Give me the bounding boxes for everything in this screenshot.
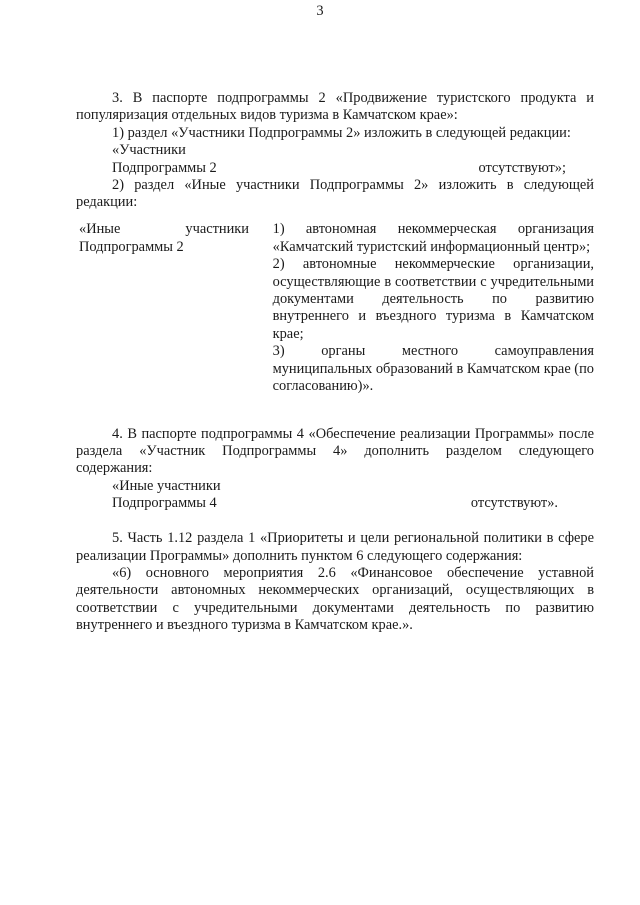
section-3-quote-right: отсутствуют»; (478, 159, 566, 176)
section-3-quote-line-1: «Участники (112, 142, 186, 159)
left-cell-line-2: Подпрограммы 2 (79, 238, 184, 255)
left-cell-word-1: «Иные (79, 221, 121, 238)
section-4-quote-right: отсутствуют». (470, 495, 558, 512)
document-body (76, 90, 594, 635)
participants-table-left-cell (76, 221, 273, 395)
section-5-text: «6) основного мероприятия 2.6 «Финансовое обеспечение уставной деятельности автономных некоммерческих организаций, осуществляющих в соответствии с учредительными документами деятельность по развитию внутреннего и въездного туризма в Камчатском крае.». (76, 564, 594, 634)
section-5-intro: 5. Часть 1.12 раздела 1 «Приоритеты и цели региональной политики в сфере реализации Программы» дополнить пунктом 6 следующего содержания: (76, 530, 594, 564)
section-4-quote-left: Подпрограммы 4 (112, 495, 217, 512)
page-number: 3 (316, 3, 324, 19)
participant-item-2: 2) автономные некоммерческие организации, осуществляющие в соответствии с учредительными документами деятельность по развитию внутреннего и въездного туризма в Камчатском крае; (272, 256, 594, 342)
participant-item-3: 3) органы местного самоуправления муниципальных образований в Камчатском крае (по согласованию)». (272, 343, 594, 395)
section-4-quote-line-1: «Иные участники (112, 477, 221, 494)
section-4-quote-row (76, 495, 594, 512)
section-3-intro: 3. В паспорте подпрограммы 2 «Продвижение туристского продукта и популяризация отдельных видов туризма в Камчатском крае»: (76, 90, 594, 124)
section-3-item-2: 2) раздел «Иные участники Подпрограммы 2» изложить в следующей редакции: (76, 176, 594, 211)
participants-table-right-cell (273, 221, 594, 395)
section-3-item-1: 1) раздел «Участники Подпрограммы 2» изложить в следующей редакции: (112, 124, 571, 141)
left-cell-word-2: участники (185, 221, 249, 238)
section-4-intro: 4. В паспорте подпрограммы 4 «Обеспечение реализации Программы» после раздела «Участник Подпрограммы 4» дополнить разделом следующего содержания: (76, 425, 594, 477)
section-3-quote-row (76, 160, 594, 177)
participant-item-1: 1) автономная некоммерческая организация «Камчатский туристский информационный центр»; (272, 221, 594, 255)
section-3-quote-left: Подпрограммы 2 (112, 159, 217, 176)
participants-table (76, 221, 594, 395)
